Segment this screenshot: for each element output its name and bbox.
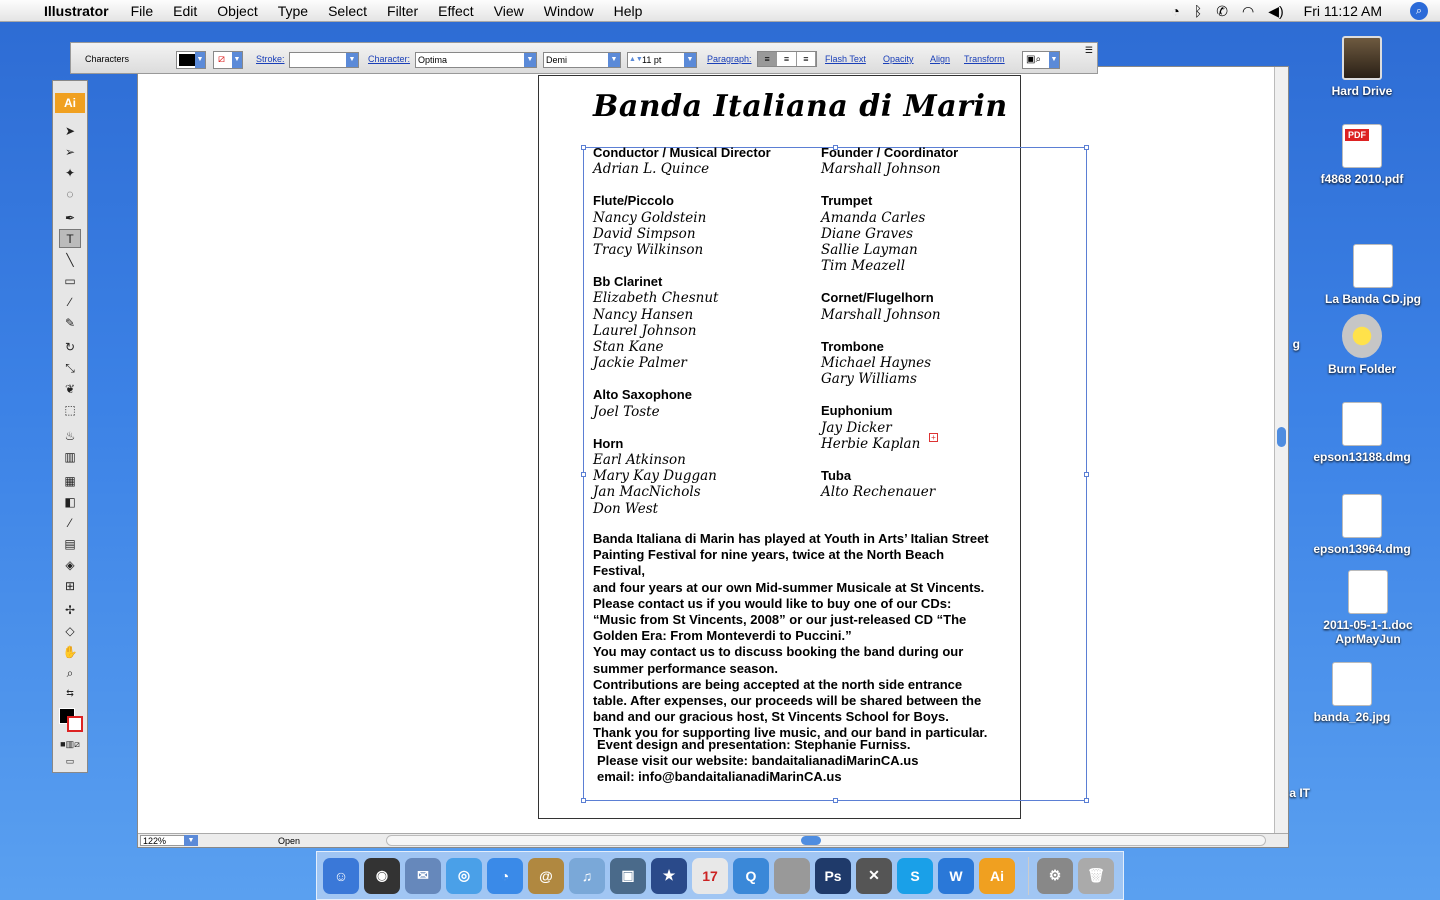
desktop-icon-epson13188[interactable]: epson13188.dmg (1302, 402, 1422, 464)
credit-line: email: info@bandaitalianadiMarinCA.us (597, 768, 842, 784)
section-heading: Tuba (821, 468, 852, 484)
section-heading: Bb Clarinet (593, 274, 663, 290)
opacity-link[interactable]: Opacity (883, 54, 914, 64)
dock-photoshop-icon[interactable]: Ps (815, 858, 851, 894)
member-name: Joel Toste (593, 403, 660, 420)
paragraph-line: Golden Era: From Monteverdi to Puccini.” (593, 628, 852, 644)
font-style-value: Demi (546, 55, 568, 65)
illustrator-logo-icon: Ai (55, 93, 85, 113)
desktop-icon-burn-folder[interactable]: Burn Folder (1302, 314, 1422, 376)
paragraph-line: You may contact us to discuss booking the band during our (593, 644, 964, 660)
jpeg-file-icon (1332, 662, 1372, 706)
jpeg-file-icon (1353, 244, 1393, 288)
paragraph-align-group (757, 51, 817, 67)
no-stroke-icon: ⧄ (218, 53, 225, 65)
section-heading: Founder / Coordinator (821, 145, 959, 160)
dock-safari-icon[interactable]: ◎ (446, 858, 482, 894)
band-title[interactable]: Banda Italiana di Marin (593, 89, 1008, 124)
status-bar (138, 833, 1288, 847)
member-name: Stan Kane (593, 339, 664, 356)
line-tool-icon[interactable]: ╲ (66, 253, 74, 267)
desktop-icon-banda-26[interactable]: banda_26.jpg (1292, 662, 1412, 724)
dock-ichat-icon[interactable]: ◔ (487, 858, 523, 894)
section-heading: Trombone (821, 338, 884, 354)
member-name: Marshall Johnson (821, 306, 941, 323)
dock-trash-icon[interactable]: 🗑 (1078, 858, 1114, 894)
member-name: Jay Dicker (821, 419, 892, 436)
member-name: Elizabeth Chesnut (593, 290, 719, 307)
desktop-icon-la-banda-cd[interactable]: La Banda CD.jpg (1313, 244, 1433, 306)
tools-palette (52, 80, 88, 773)
control-palette (70, 42, 1098, 74)
font-style-field[interactable] (543, 52, 621, 68)
chevron-down-icon: ▼ (684, 53, 696, 67)
desktop-icon-doc[interactable]: 2011-05-1-1.doc AprMayJun (1308, 570, 1428, 646)
credits-block (597, 737, 918, 784)
stroke-color-box[interactable] (67, 716, 83, 732)
paragraph-line: “Music from St Vincents, 2008” or our just-released CD “The (593, 612, 967, 628)
desktop-icon-pdf[interactable]: PDF f4868 2010.pdf (1302, 124, 1422, 186)
menu-select[interactable]: Select (328, 2, 368, 19)
gradient-tool-icon[interactable]: ◧ (64, 495, 76, 509)
dock-iphoto-icon[interactable]: ▣ (610, 858, 646, 894)
section-heading: Flute/Piccolo (593, 193, 674, 209)
phone-icon[interactable]: ✆ (1216, 2, 1229, 19)
dock-address-book-icon[interactable]: @ (528, 858, 564, 894)
section-heading: Conductor / Musical Director (593, 145, 771, 160)
clock[interactable]: Fri 11:12 AM (1303, 3, 1382, 19)
dock-itunes-icon[interactable]: ♫ (569, 858, 605, 894)
fill-swatch[interactable] (176, 51, 206, 69)
chevron-down-icon: ▼ (1049, 52, 1059, 68)
horizontal-scrollbar[interactable] (386, 835, 1266, 846)
stroke-link[interactable]: Stroke: (256, 54, 285, 64)
paragraph-line: Painting Festival for nine years, twice at the North Beach Festival, (593, 547, 945, 579)
member-name: Laurel Johnson (593, 322, 697, 339)
chevron-down-icon: ▼ (346, 53, 358, 67)
menu-object[interactable]: Object (217, 2, 258, 19)
description-paragraph (593, 531, 993, 742)
scale-tool-icon[interactable]: ⤡ (65, 361, 75, 375)
dock (316, 851, 1124, 900)
section-heading: Trumpet (821, 193, 873, 209)
chevron-down-icon: ▼ (608, 53, 620, 67)
screen-mode-icon[interactable]: ▭ (65, 756, 75, 766)
section-heading: Cornet/Flugelhorn (821, 290, 934, 306)
chevron-down-icon: ▼ (195, 52, 205, 68)
burn-folder-icon (1342, 314, 1382, 358)
paragraph-line: table. After expenses, our proceeds will be shared between the (593, 693, 982, 709)
credit-line: Event design and presentation: Stephanie Furniss. (597, 737, 911, 752)
font-family-value: Optima (418, 55, 448, 65)
paragraph-line: Contributions are being accepted at the north side entrance (593, 676, 963, 692)
paintbrush-tool-icon[interactable]: ∕ (68, 295, 71, 309)
type-tool-icon[interactable]: T (59, 229, 81, 248)
bridge-button[interactable] (1022, 51, 1060, 69)
selection-handle[interactable] (1084, 472, 1089, 477)
menu-bar (0, 0, 1440, 22)
selection-handle[interactable] (581, 472, 586, 477)
dock-ical-icon[interactable]: 17 (692, 858, 728, 894)
dock-color-utility-icon[interactable]: ✕ (856, 858, 892, 894)
stroke-weight-field[interactable] (289, 52, 359, 68)
lasso-tool-icon[interactable]: ◌ (66, 187, 74, 201)
selection-handle[interactable] (833, 798, 838, 803)
paragraph-link[interactable]: Paragraph: (707, 54, 752, 64)
vertical-scrollbar[interactable] (1274, 67, 1288, 834)
graph-tool-icon[interactable]: ▥ (64, 450, 76, 464)
member-name: Gary Williams (821, 371, 917, 388)
pdf-file-icon (1342, 124, 1382, 168)
hand-tool-icon[interactable]: ✋ (62, 645, 78, 659)
dock-system-prefs-icon[interactable]: ⚙ (1037, 858, 1073, 894)
pen-tool-icon[interactable]: ✒ (64, 211, 76, 225)
dock-finder-icon[interactable]: ☺ (323, 858, 359, 894)
timemachine-icon[interactable]: ◔ (1171, 3, 1180, 19)
align-right-icon[interactable]: ≡ (797, 52, 816, 66)
font-family-field[interactable] (415, 52, 537, 68)
status-text[interactable]: Open (278, 836, 301, 846)
desktop-icon-epson13964[interactable]: epson13964.dmg (1302, 494, 1422, 556)
mesh-tool-icon[interactable]: ▦ (64, 474, 76, 488)
eraser-tool-icon[interactable]: ◇ (65, 624, 75, 638)
bluetooth-icon[interactable]: ᛒ (1193, 3, 1203, 19)
member-name: Nancy Goldstein (593, 209, 707, 226)
paragraph-line: Thank you for supporting live music, and our band in particular. (593, 725, 988, 741)
align-center-icon[interactable]: ≡ (777, 52, 796, 66)
font-size-value: 11 pt (642, 55, 662, 65)
dock-separator (1028, 857, 1029, 895)
symbol-sprayer-tool-icon[interactable]: ♨ (64, 429, 76, 443)
member-name: Herbie Kaplan (821, 435, 921, 452)
flash-text-link[interactable]: Flash Text (825, 54, 866, 64)
crop-area-tool-icon[interactable]: ✢ (64, 603, 76, 617)
align-left-icon[interactable]: ≡ (758, 52, 777, 66)
pencil-tool-icon[interactable]: ✎ (64, 316, 76, 330)
menu-file[interactable]: File (130, 2, 154, 19)
section-heading: Euphonium (821, 403, 893, 419)
zoom-tool-icon[interactable]: ⌕ (66, 666, 74, 680)
free-transform-tool-icon[interactable]: ⬚ (64, 403, 76, 417)
magic-wand-tool-icon[interactable]: ✦ (64, 166, 76, 180)
align-link[interactable]: Align (930, 54, 951, 64)
member-name: Tracy Wilkinson (593, 242, 704, 259)
menu-view[interactable]: View (493, 2, 524, 19)
roster-left-column (593, 145, 771, 517)
paragraph-line: Please contact us if you would like to buy one of our CDs: (593, 595, 952, 611)
spotlight-icon[interactable]: ⌕ (1410, 2, 1428, 20)
dock-quicktime-icon[interactable]: Q (733, 858, 769, 894)
app-menu[interactable]: Illustrator (44, 2, 109, 19)
warp-tool-icon[interactable]: ❦ (64, 382, 76, 396)
desktop-partial-label: g (1292, 337, 1300, 351)
paragraph-line: and four years at our own Mid-summer Musicale at St Vincents. (593, 579, 985, 595)
dock-imovie-icon[interactable]: ★ (651, 858, 687, 894)
zoom-field[interactable]: 122% (140, 835, 198, 846)
menu-effect[interactable]: Effect (438, 2, 474, 19)
selection-handle[interactable] (1084, 798, 1089, 803)
bridge-icon: ▣⌕ (1026, 54, 1042, 65)
stepper-icon[interactable]: ▲▼ (629, 56, 643, 63)
member-name: Jackie Palmer (593, 355, 687, 372)
dock-word-app-icon[interactable]: W (938, 858, 974, 894)
palette-menu-icon[interactable]: ☰ (1084, 45, 1093, 55)
panel-label: Characters (85, 54, 130, 64)
vertical-scroll-thumb[interactable] (1277, 427, 1286, 447)
menu-window[interactable]: Window (543, 2, 594, 19)
member-name: Marshall Johnson (821, 161, 941, 178)
member-name: Sallie Layman (821, 242, 918, 259)
member-name: Alto Rechenauer (821, 484, 936, 501)
dock-illustrator-icon[interactable]: Ai (979, 858, 1015, 894)
desktop-icon-hard-drive[interactable]: Hard Drive (1302, 36, 1422, 98)
zoom-dropdown-icon[interactable]: ▼ (184, 835, 198, 846)
member-name: Jan MacNichols (593, 484, 701, 501)
member-name: Michael Haynes (821, 355, 932, 372)
document-file-icon (1348, 570, 1388, 614)
character-link[interactable]: Character: (368, 54, 411, 64)
color-mode-icon[interactable]: ■▥⧄ (60, 739, 80, 749)
fill-color-icon (179, 54, 195, 66)
selection-handle[interactable] (1084, 145, 1089, 150)
section-heading: Horn (593, 435, 624, 451)
stroke-swatch[interactable] (213, 51, 243, 69)
disk-image-icon (1342, 402, 1382, 446)
menu-help[interactable]: Help (613, 2, 643, 19)
volume-icon[interactable]: ◀) (1268, 2, 1284, 19)
rectangle-tool-icon[interactable]: ▭ (64, 274, 76, 288)
menu-edit[interactable]: Edit (173, 2, 198, 19)
document-window (137, 66, 1289, 848)
dock-mail-stamp-icon[interactable]: ✉ (405, 858, 441, 894)
direct-selection-tool-icon[interactable]: ➢ (64, 145, 76, 159)
dock-dashboard-icon[interactable]: ◉ (364, 858, 400, 894)
selection-tool-icon[interactable]: ➤ (64, 124, 76, 138)
member-name: Amanda Carles (821, 209, 926, 226)
horizontal-scroll-thumb[interactable] (801, 836, 821, 845)
member-name: Don West (593, 500, 659, 517)
blend-tool-icon[interactable]: ▤ (64, 537, 76, 551)
eyedropper-tool-icon[interactable]: ⁄ (68, 516, 71, 530)
menu-filter[interactable]: Filter (387, 2, 419, 19)
wifi-icon[interactable]: ◠ (1242, 2, 1255, 19)
selection-handle[interactable] (581, 798, 586, 803)
member-name: Tim Meazell (821, 258, 906, 275)
member-name: Earl Atkinson (593, 452, 686, 469)
font-size-field[interactable] (627, 52, 697, 68)
member-name: Mary Kay Duggan (593, 468, 717, 485)
credit-line: Please visit our website: bandaitalianadiMarinCA.us (597, 752, 919, 768)
member-name: Diane Graves (821, 225, 913, 242)
transform-link[interactable]: Transform (964, 54, 1005, 64)
text-overflow-icon[interactable]: + (929, 433, 938, 442)
desktop-partial-label: a IT (1289, 786, 1310, 800)
dock-system-apple-icon[interactable] (774, 858, 810, 894)
disk-image-icon (1342, 494, 1382, 538)
dock-skype-icon[interactable]: S (897, 858, 933, 894)
slice-tool-icon[interactable]: ⊞ (64, 579, 76, 593)
paragraph-line: Banda Italiana di Marin has played at Youth in Arts’ Italian Street (593, 531, 989, 546)
menu-type[interactable]: Type (277, 2, 309, 19)
section-heading: Alto Saxophone (593, 387, 692, 403)
member-name: Adrian L. Quince (593, 161, 710, 178)
roster-right-column (821, 145, 958, 500)
live-paint-tool-icon[interactable]: ◈ (65, 558, 75, 572)
hard-drive-icon (1342, 36, 1382, 80)
swap-colors-icon[interactable]: ⇆ (66, 688, 74, 698)
chevron-down-icon: ▼ (232, 52, 242, 68)
selection-handle[interactable] (581, 145, 586, 150)
chevron-down-icon: ▼ (524, 53, 536, 67)
member-name: David Simpson (593, 225, 696, 242)
rotate-tool-icon[interactable]: ↻ (64, 340, 76, 354)
paragraph-line: band and our gracious host, St Vincents School for Boys. (593, 709, 949, 725)
member-name: Nancy Hansen (593, 306, 694, 323)
paragraph-line: summer performance season. (593, 660, 778, 676)
